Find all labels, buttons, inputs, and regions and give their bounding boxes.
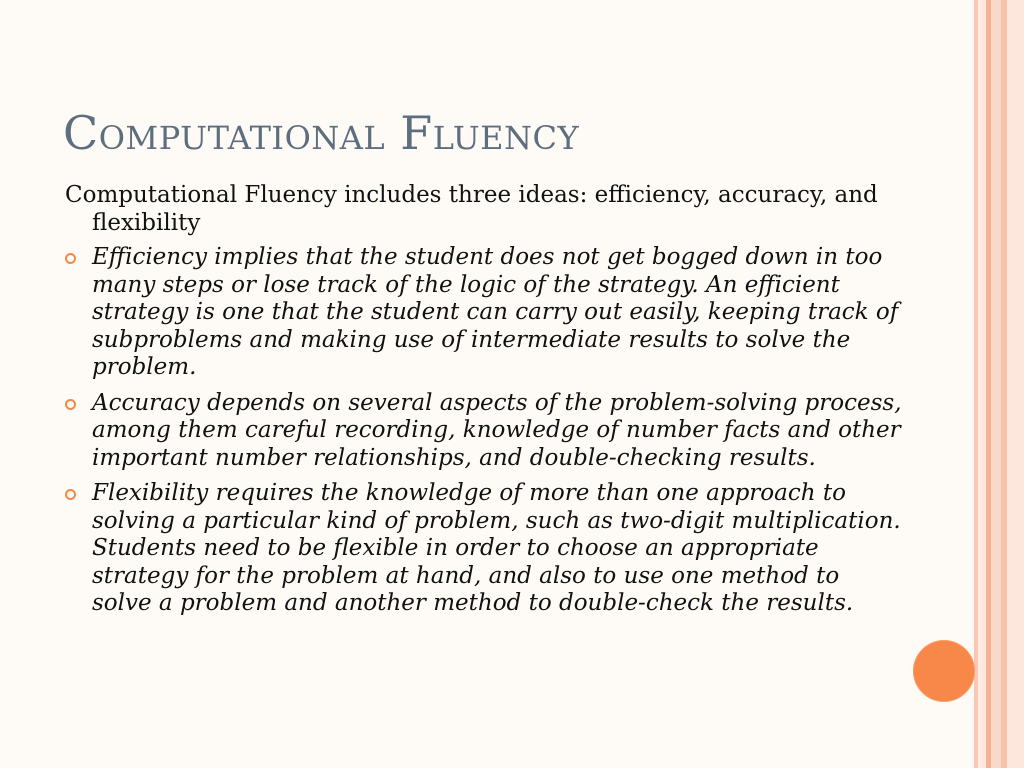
- border-stripe: [1007, 0, 1024, 768]
- bullet-flexibility: [65, 480, 905, 618]
- bullet-circle-icon: [65, 253, 76, 264]
- bullet-circle-icon: [65, 399, 76, 410]
- bullet-circle-icon: [65, 489, 76, 500]
- intro-text: Computational Fluency includes three ideas: efficiency, accuracy, and flexibility: [65, 182, 878, 236]
- bullet-text: Efficiency implies that the student does not get bogged down in too many steps or lose track of the logic of the strategy. An efficient strategy is one that the student can carry out easily, keeping track of subproblems and making use of intermediate results to solve the problem.: [92, 244, 899, 380]
- border-stripe: [978, 0, 986, 768]
- border-stripe: [991, 0, 1001, 768]
- slide-content: [65, 182, 905, 626]
- bullet-text: Accuracy depends on several aspects of the problem-solving process, among them careful recording, knowledge of number facts and other important number relationships, and double-checking results.: [92, 389, 902, 471]
- bullet-efficiency: [65, 244, 905, 382]
- accent-circle: [913, 640, 975, 702]
- slide-title: Computational Fluency: [63, 106, 580, 160]
- bullet-accuracy: [65, 390, 905, 473]
- decorative-border: [974, 0, 1024, 768]
- bullet-text: Flexibility requires the knowledge of more than one approach to solving a particular kind of problem, such as two-digit multiplication. Students need to be flexible in order to choose an appropriate strategy for the problem at hand, and also to use one method to solve a problem and another method to double-check the results.: [92, 480, 901, 616]
